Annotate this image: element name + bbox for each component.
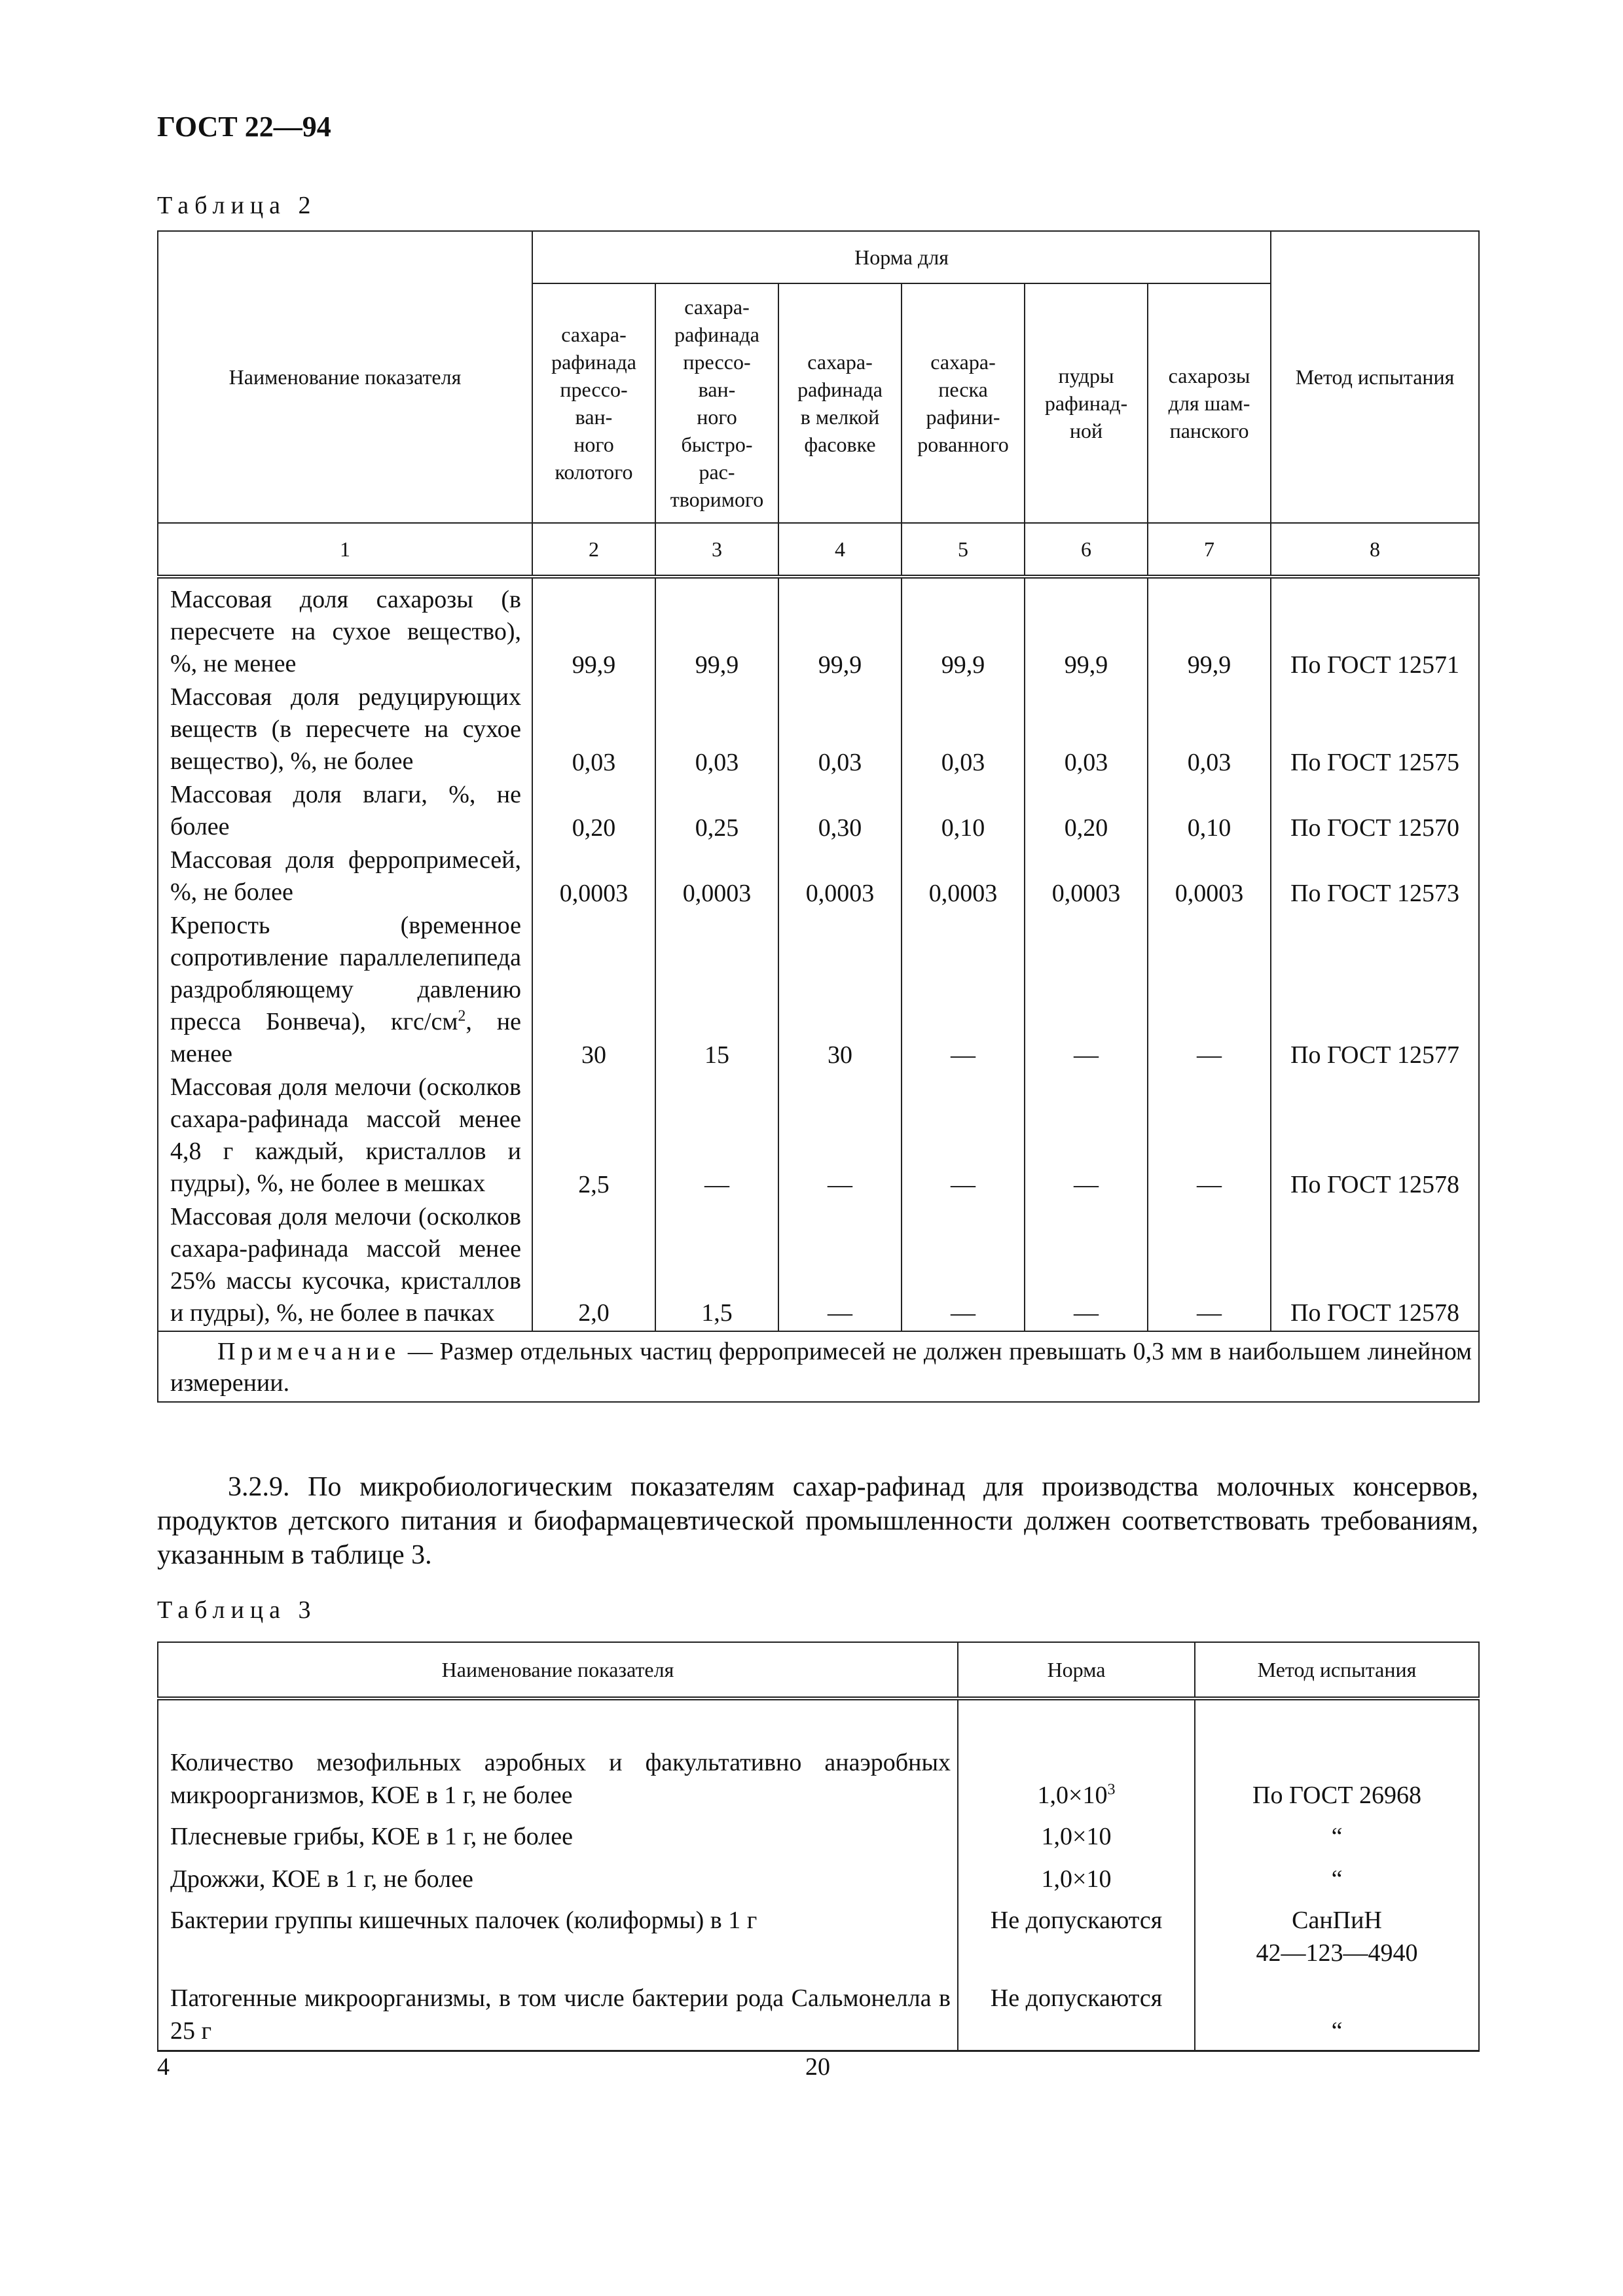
table-row	[158, 844, 1479, 910]
table2-col-header: пудры рафинад- ной	[1025, 283, 1148, 523]
cell-value: 0,10	[902, 779, 1025, 844]
row-name: Массовая доля мелочи (осколков сахара-рафинада массой менее 25% массы кусочка, кристаллов и пудры), %, не более в пачках	[158, 1201, 532, 1331]
row-name: Дрожжи, КОЕ в 1 г, не более	[158, 1854, 958, 1896]
table3-name-header: Наименование показателя	[158, 1642, 958, 1698]
cell-method: По ГОСТ 12578	[1271, 1201, 1479, 1331]
page-number-left: 4	[157, 2053, 170, 2081]
row-name: Крепость (временное сопротивление параллелепипеда раздробляющему давлению пресса Бонвеча), кгс/$см^2$, не менее	[158, 910, 532, 1071]
col-number: 6	[1025, 523, 1148, 577]
table-row	[158, 1071, 1479, 1201]
cell-method: По ГОСТ 12575	[1271, 681, 1479, 779]
cell-value: 99,9	[1025, 577, 1148, 681]
row-name: Количество мезофильных аэробных и факультативно анаэробных микроорганизмов, КОЕ в 1 г, не более	[158, 1698, 958, 1812]
cell-value: 15	[655, 910, 778, 1071]
cell-value: —	[902, 1071, 1025, 1201]
cell-value: 99,9	[778, 577, 902, 681]
cell-method: “	[1195, 1970, 1479, 2051]
cell-norm: Не допускаются	[958, 1896, 1195, 1970]
table2-col-header: сахара- рафинада прессо- ван- ного быстро- рас- творимого	[655, 283, 778, 523]
table-row	[158, 1896, 1479, 1970]
cell-method: “	[1195, 1854, 1479, 1896]
table2-note	[158, 1331, 1479, 1402]
row-name: Массовая доля редуцирующих веществ (в пересчете на сухое вещество), %, не более	[158, 681, 532, 779]
cell-value: 0,20	[1025, 779, 1148, 844]
table-row	[158, 1854, 1479, 1896]
table-row	[158, 577, 1479, 681]
table2-name-header: Наименование показателя	[158, 231, 532, 523]
col-number: 2	[532, 523, 655, 577]
cell-value: —	[902, 910, 1025, 1071]
paragraph-3-2-9: 3.2.9. По микробиологическим показателям сахар-рафинад для производства молочных консервов, продуктов детского питания и биофармацевтической промышленности должен соответствовать требованиям, указанным в таблице 3.	[157, 1472, 1478, 1570]
col-number: 5	[902, 523, 1025, 577]
cell-method: По ГОСТ 12578	[1271, 1071, 1479, 1201]
cell-value: 30	[532, 910, 655, 1071]
cell-value: 0,03	[902, 681, 1025, 779]
note-cell	[158, 1331, 1479, 1402]
cell-value: —	[1148, 910, 1271, 1071]
note-label: Примечание	[217, 1338, 401, 1365]
cell-value: 0,0003	[778, 844, 902, 910]
col-number: 1	[158, 523, 532, 577]
cell-value: 0,20	[532, 779, 655, 844]
cell-value: —	[1148, 1201, 1271, 1331]
table3-method-header: Метод испытания	[1195, 1642, 1479, 1698]
table-row	[158, 779, 1479, 844]
cell-value: 30	[778, 910, 902, 1071]
page-number-center: 20	[805, 2053, 830, 2081]
cell-value: 2,0	[532, 1201, 655, 1331]
cell-method: По ГОСТ 12571	[1271, 577, 1479, 681]
table2-norm-header: Норма для	[532, 231, 1271, 283]
cell-value: 99,9	[1148, 577, 1271, 681]
table-row	[158, 1201, 1479, 1331]
table-row	[158, 1698, 1479, 1812]
row-name: Массовая доля влаги, %, не более	[158, 779, 532, 844]
cell-value: 0,30	[778, 779, 902, 844]
cell-value: 0,03	[532, 681, 655, 779]
row-name: Патогенные микроорганизмы, в том числе бактерии рода Сальмонелла в 25 г	[158, 1970, 958, 2051]
cell-value: 0,10	[1148, 779, 1271, 844]
table3-caption: Таблица 3	[157, 1596, 317, 1624]
table3	[157, 1641, 1480, 2052]
table2-method-header: Метод испытания	[1271, 231, 1479, 523]
table2	[157, 230, 1480, 1403]
table2-col-header: сахара- рафинада прессо- ван- ного колотого	[532, 283, 655, 523]
row-name: Массовая доля ферропримесей, %, не более	[158, 844, 532, 910]
table2-col-header: сахарозы для шам- панского	[1148, 283, 1271, 523]
cell-value: 0,0003	[1148, 844, 1271, 910]
cell-value: 99,9	[902, 577, 1025, 681]
cell-value: 0,25	[655, 779, 778, 844]
col-number: 3	[655, 523, 778, 577]
cell-method: “	[1195, 1812, 1479, 1854]
cell-norm: $1,0\times 10^3$	[958, 1698, 1195, 1812]
cell-norm: Не допускаются	[958, 1970, 1195, 2051]
cell-value: 0,0003	[655, 844, 778, 910]
table2-col-header: сахара- рафинада в мелкой фасовке	[778, 283, 902, 523]
row-name: Плесневые грибы, КОЕ в 1 г, не более	[158, 1812, 958, 1854]
col-number: 7	[1148, 523, 1271, 577]
cell-value: 0,03	[778, 681, 902, 779]
cell-value: 0,0003	[1025, 844, 1148, 910]
cell-value: —	[778, 1201, 902, 1331]
table2-col-header: сахара- песка рафини- рованного	[902, 283, 1025, 523]
table2-column-numbers	[158, 523, 1479, 577]
cell-method: По ГОСТ 12570	[1271, 779, 1479, 844]
table-row	[158, 910, 1479, 1071]
table-row	[158, 1812, 1479, 1854]
cell-value: —	[1025, 1071, 1148, 1201]
cell-value: 0,03	[655, 681, 778, 779]
cell-value: 2,5	[532, 1071, 655, 1201]
cell-value: —	[1025, 910, 1148, 1071]
cell-value: —	[655, 1071, 778, 1201]
table-row	[158, 1970, 1479, 2051]
cell-norm: 1,0×10	[958, 1812, 1195, 1854]
cell-method: По ГОСТ 12577	[1271, 910, 1479, 1071]
row-name: Массовая доля сахарозы (в пересчете на сухое вещество), %, не менее	[158, 577, 532, 681]
cell-value: —	[778, 1071, 902, 1201]
table-row	[158, 681, 1479, 779]
col-number: 4	[778, 523, 902, 577]
table2-caption: Таблица 2	[157, 192, 317, 219]
cell-value: —	[1148, 1071, 1271, 1201]
cell-value: —	[902, 1201, 1025, 1331]
cell-method: По ГОСТ 12573	[1271, 844, 1479, 910]
row-name: Массовая доля мелочи (осколков сахара-рафинада массой менее 4,8 г каждый, кристаллов и пудры), %, не более в мешках	[158, 1071, 532, 1201]
cell-method: По ГОСТ 26968	[1195, 1698, 1479, 1812]
cell-value: 99,9	[655, 577, 778, 681]
cell-value: 0,0003	[532, 844, 655, 910]
cell-value: —	[1025, 1201, 1148, 1331]
cell-value: 0,0003	[902, 844, 1025, 910]
cell-value: 0,03	[1025, 681, 1148, 779]
cell-norm: 1,0×10	[958, 1854, 1195, 1896]
document-code: ГОСТ 22—94	[157, 111, 331, 143]
cell-value: 99,9	[532, 577, 655, 681]
col-number: 8	[1271, 523, 1479, 577]
cell-value: 1,5	[655, 1201, 778, 1331]
table3-norm-header: Норма	[958, 1642, 1195, 1698]
row-name: Бактерии группы кишечных палочек (колиформы) в 1 г	[158, 1896, 958, 1970]
note-text: — Размер отдельных частиц ферропримесей не должен превышать 0,3 мм в наибольшем линейном измерении.	[170, 1338, 1472, 1397]
cell-value: 0,03	[1148, 681, 1271, 779]
cell-method: СанПиН 42—123—4940	[1195, 1896, 1479, 1970]
